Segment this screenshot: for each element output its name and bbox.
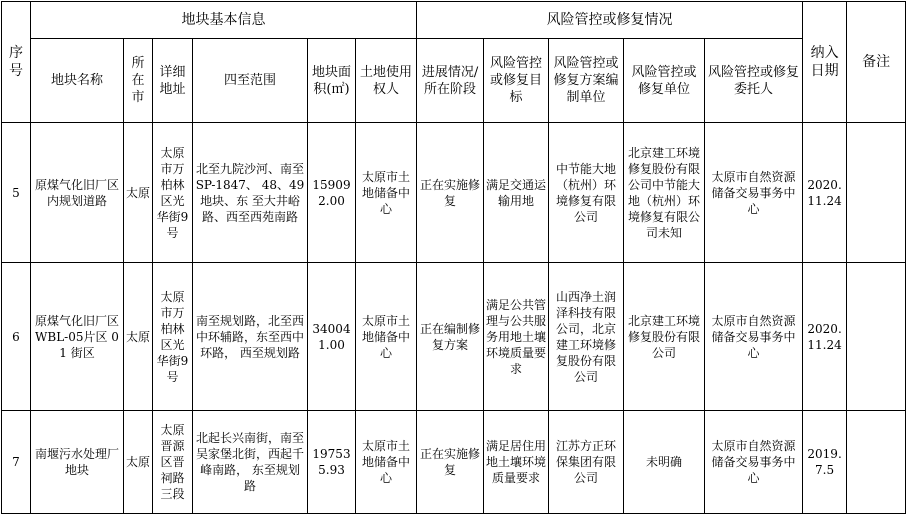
header-repair-unit: 风险管控或修复单位 xyxy=(624,39,705,123)
cell-client: 太原市自然资源储备交易事务中心 xyxy=(705,411,803,514)
header-goal: 风险管控或修复目标 xyxy=(484,39,549,123)
cell-remarks xyxy=(847,123,906,263)
cell-progress: 正在实施修复 xyxy=(417,411,484,514)
header-entry-date: 纳入日期 xyxy=(803,2,847,123)
cell-boundaries: 北起长兴南街，南至吴家堡北街，西起千峰南路， 东至规划路 xyxy=(193,411,308,514)
header-group-risk: 风险管控或修复情况 xyxy=(417,2,803,39)
cell-plan-unit: 中节能大地（杭州）环境修复有限公司 xyxy=(549,123,624,263)
header-seq: 序号 xyxy=(2,2,31,123)
cell-progress: 正在实施修复 xyxy=(417,123,484,263)
cell-remarks xyxy=(847,411,906,514)
cell-plot-name: 原煤气化旧厂区 WBL-05片区 01 街区 xyxy=(31,263,124,411)
cell-client: 太原市自然资源储备交易事务中心 xyxy=(705,123,803,263)
cell-repair-unit: 北京建工环境修复股份有限公司 xyxy=(624,263,705,411)
cell-plot-name: 南堰污水处理厂地块 xyxy=(31,411,124,514)
cell-remarks xyxy=(847,263,906,411)
cell-area: 159092.00 xyxy=(308,123,356,263)
header-boundaries: 四至范围 xyxy=(193,39,308,123)
header-plan-unit: 风险管控或修复方案编制单位 xyxy=(549,39,624,123)
header-client: 风险管控或修复委托人 xyxy=(705,39,803,123)
cell-address: 太原晋源区晋祠路三段 xyxy=(153,411,193,514)
cell-seq: 7 xyxy=(2,411,31,514)
table-row xyxy=(2,263,906,411)
header-address: 详细地址 xyxy=(153,39,193,123)
table-row xyxy=(2,123,906,263)
header-city: 所在市 xyxy=(124,39,153,123)
cell-seq: 5 xyxy=(2,123,31,263)
cell-goal: 满足居住用地土壤环境质量要求 xyxy=(484,411,549,514)
cell-progress: 正在编制修复方案 xyxy=(417,263,484,411)
header-remarks: 备注 xyxy=(847,2,906,123)
cell-address: 太原市万柏林区光华街9号 xyxy=(153,123,193,263)
cell-city: 太原 xyxy=(124,411,153,514)
cell-entry-date: 2020.11.24 xyxy=(803,263,847,411)
cell-plan-unit: 江苏方正环保集团有限公司 xyxy=(549,411,624,514)
header-progress: 进展情况/所在阶段 xyxy=(417,39,484,123)
cell-seq: 6 xyxy=(2,263,31,411)
cell-plan-unit: 山西净土润泽科技有限公司，北京建工环境修复股份有限公司 xyxy=(549,263,624,411)
cell-land-user: 太原市土地储备中心 xyxy=(356,411,417,514)
cell-area: 340041.00 xyxy=(308,263,356,411)
cell-goal: 满足交通运输用地 xyxy=(484,123,549,263)
cell-city: 太原 xyxy=(124,123,153,263)
cell-repair-unit: 北京建工环境修复股份有限公司中节能大地（杭州）环境修复有限公司未知 xyxy=(624,123,705,263)
header-column-row xyxy=(2,39,906,123)
cell-repair-unit: 未明确 xyxy=(624,411,705,514)
header-plot-name: 地块名称 xyxy=(31,39,124,123)
cell-address: 太原市万柏林区光华街9号 xyxy=(153,263,193,411)
header-area: 地块面积(㎡) xyxy=(308,39,356,123)
table-row xyxy=(2,411,906,514)
header-land-user: 土地使用权人 xyxy=(356,39,417,123)
contaminated-plot-table xyxy=(1,1,906,514)
header-group-basic: 地块基本信息 xyxy=(31,2,417,39)
cell-land-user: 太原市土地储备中心 xyxy=(356,123,417,263)
cell-plot-name: 原煤气化旧厂区内规划道路 xyxy=(31,123,124,263)
cell-boundaries: 南至规划路，北至西中环辅路，东至西中环路， 西至规划路 xyxy=(193,263,308,411)
cell-area: 197535.93 xyxy=(308,411,356,514)
cell-entry-date: 2019.7.5 xyxy=(803,411,847,514)
cell-city: 太原 xyxy=(124,263,153,411)
cell-client: 太原市自然资源储备交易事务中心 xyxy=(705,263,803,411)
cell-boundaries: 北至九院沙河、南至SP-1847、 48、49地块、东 至大井峪路、西至西苑南路 xyxy=(193,123,308,263)
cell-land-user: 太原市土地储备中心 xyxy=(356,263,417,411)
header-group-row xyxy=(2,2,906,39)
cell-goal: 满足公共管理与公共服务用地土壤环境质量要求 xyxy=(484,263,549,411)
cell-entry-date: 2020.11.24 xyxy=(803,123,847,263)
